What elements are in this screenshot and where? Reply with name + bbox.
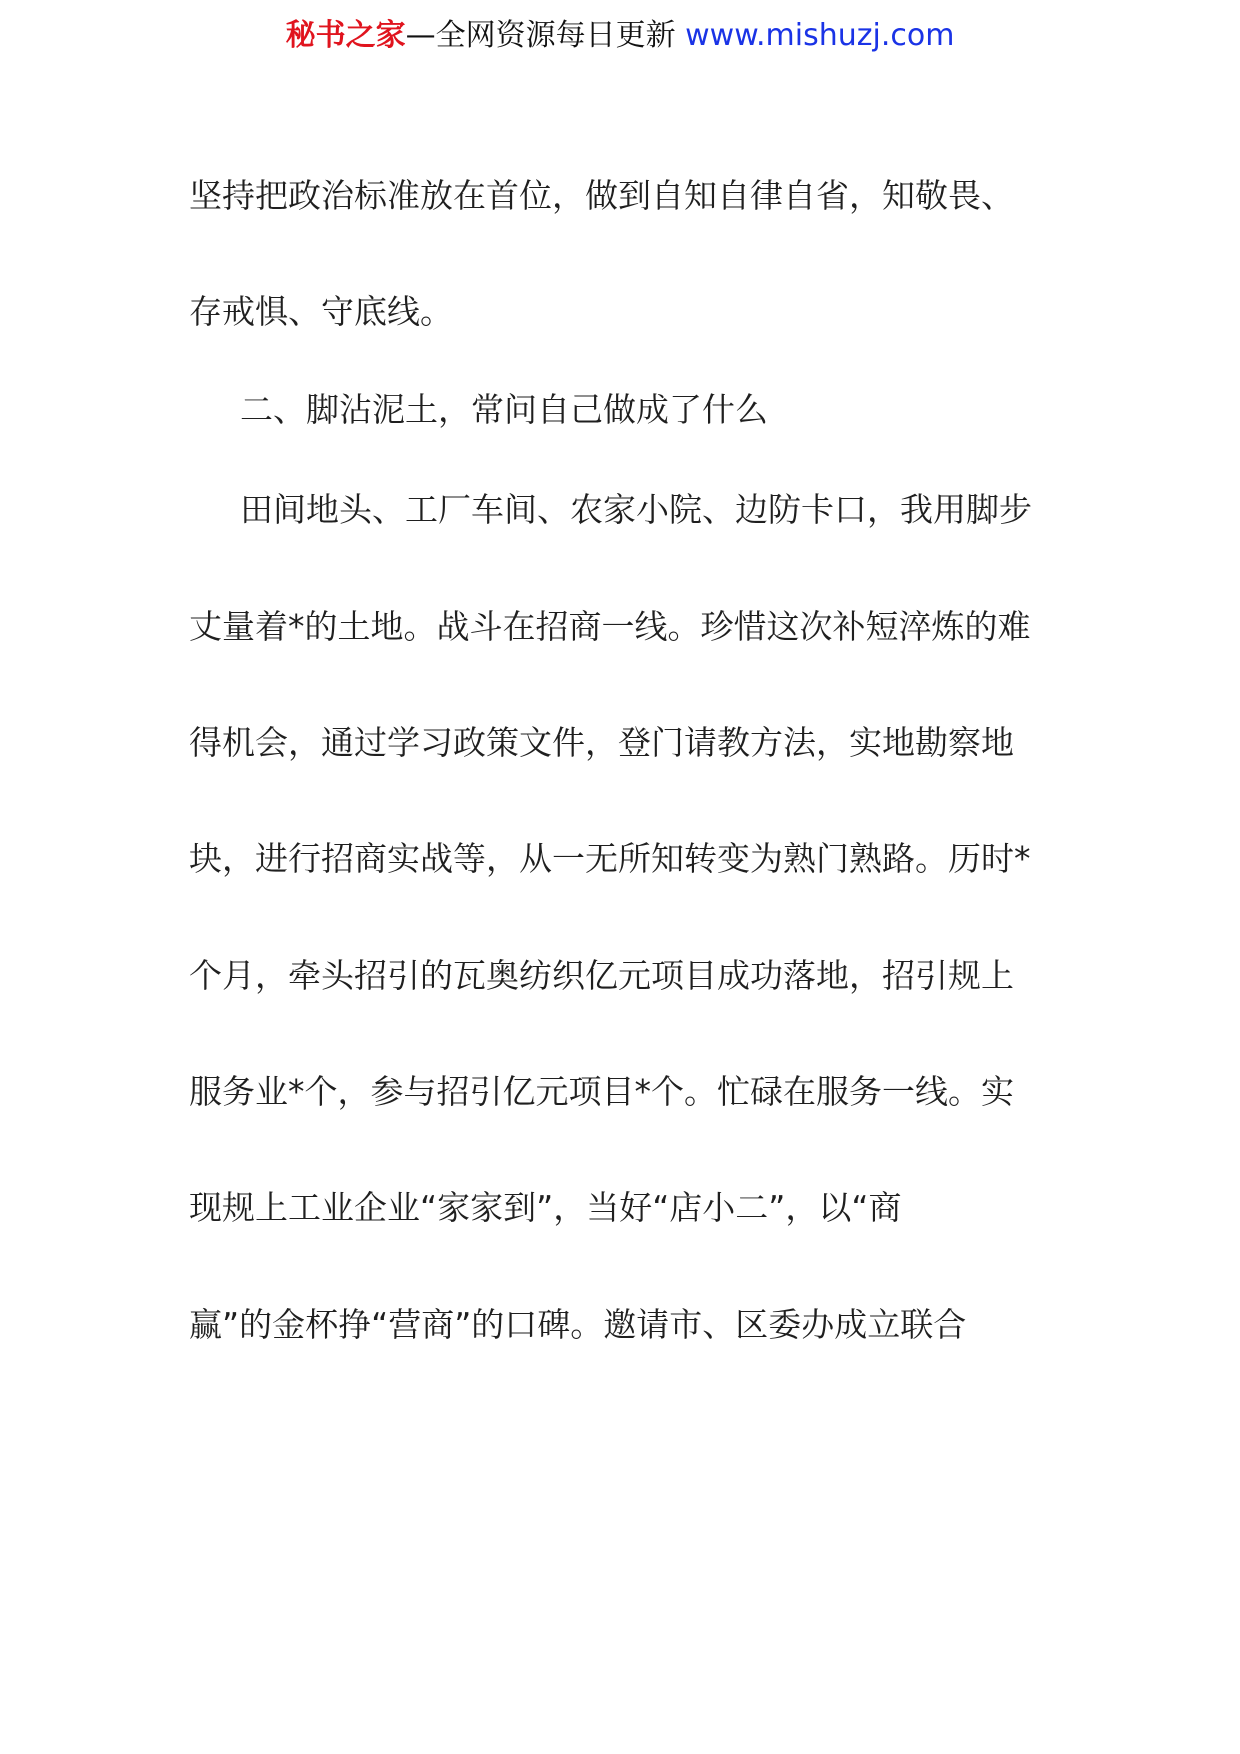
site-tagline: —全网资源每日更新 [405,18,676,53]
body-line-7: 个月，牵头招引的瓦奥纺织亿元项目成功落地，招引规上 [189,956,1014,995]
section-heading: 二、脚沾泥土，常问自己做成了什么 [240,390,768,429]
body-line-4: 丈量着*的土地。战斗在招商一线。珍惜这次补短淬炼的难 [189,607,1031,646]
site-brand: 秘书之家 [285,18,406,53]
body-line-3: 田间地头、工厂车间、农家小院、边防卡口，我用脚步 [240,490,1032,529]
body-line-2: 存戒惧、守底线。 [189,292,453,331]
body-line-5: 得机会，通过学习政策文件，登门请教方法，实地勘察地 [189,723,1014,762]
site-header [0,12,1240,60]
body-line-1: 坚持把政治标准放在首位，做到自知自律自省，知敬畏、 [189,176,1014,215]
body-line-9: 现规上工业企业“家家到”，当好“店小二”，以“商 [189,1188,902,1227]
body-line-10: 赢”的金杯挣“营商”的口碑。邀请市、区委办成立联合 [189,1305,967,1344]
body-line-6: 块，进行招商实战等，从一无所知转变为熟门熟路。历时* [189,839,1031,878]
body-line-8: 服务业*个，参与招引亿元项目*个。忙碌在服务一线。实 [189,1072,1014,1111]
site-url-link[interactable]: www.mishuzj.com [685,18,955,53]
